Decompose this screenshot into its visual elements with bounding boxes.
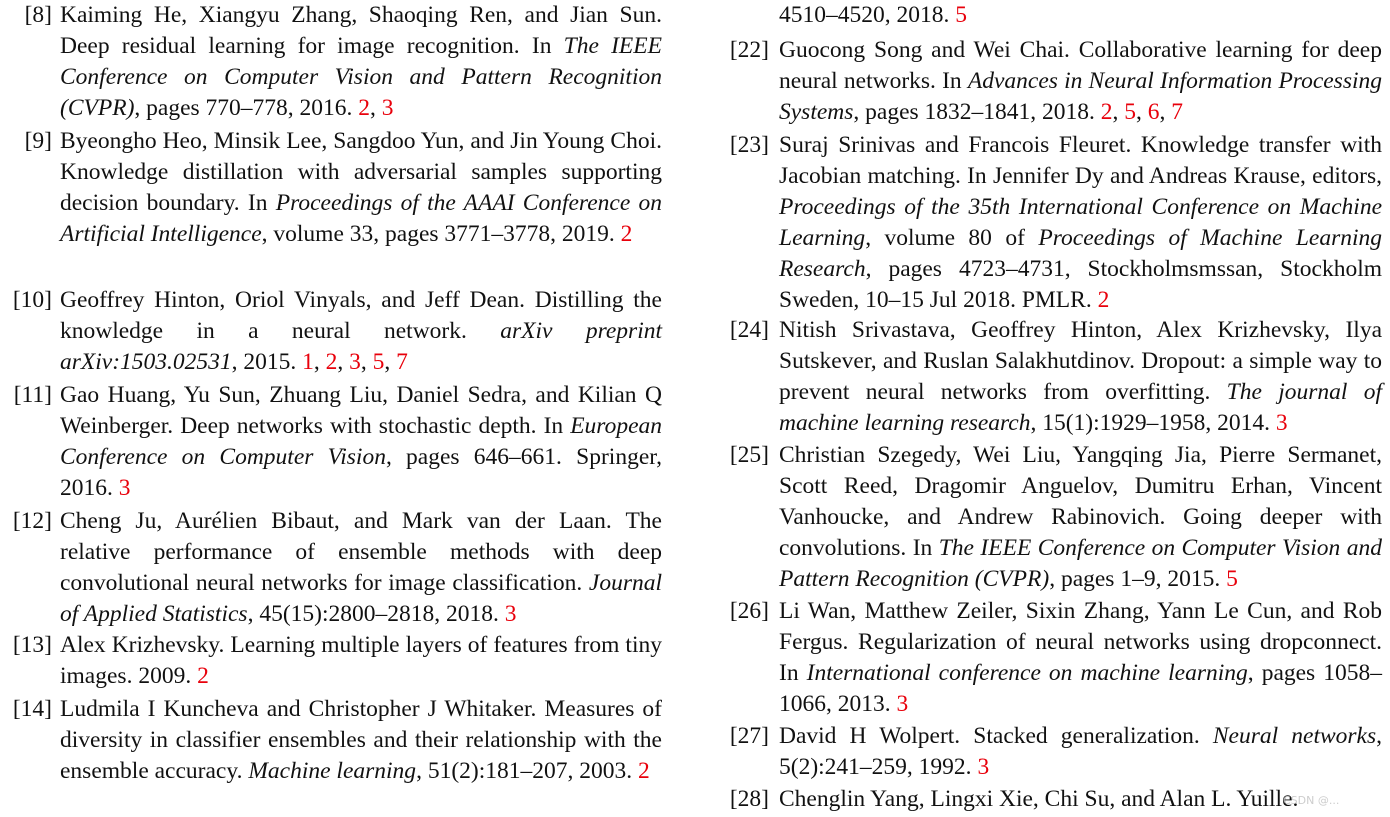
watermark: CSDN @... (1283, 794, 1340, 807)
backref-link[interactable]: 3 (118, 475, 131, 501)
backref-link[interactable]: 2 (197, 663, 209, 689)
backref-link[interactable]: 3 (1275, 410, 1288, 436)
venue-title: Advances in Neural Information Processing Systems (779, 68, 1383, 125)
reference-segment: Cheng Ju, Aurélien Bibaut, and Mark van der Laan. The relative performance of ensemble methods with deep convolutional neural networks for image classification. (60, 508, 662, 596)
reference-entry (0, 630, 662, 692)
reference-segment: Suraj Srinivas and Francois Fleuret. Knowledge transfer with Jacobian matching. In Jennifer Dy and Andreas Krause, editors, (779, 132, 1382, 189)
backref-link[interactable]: 3 (381, 95, 394, 121)
reference-number: [28] (729, 786, 769, 812)
reference-entry (720, 721, 1382, 783)
reference-text (779, 440, 1382, 595)
reference-entry (0, 380, 662, 504)
backref-link[interactable]: 3 (977, 754, 990, 780)
reference-entry (0, 126, 662, 250)
reference-segment: Kaiming He, Xiangyu Zhang, Shaoqing Ren, and Jian Sun. Deep residual learning for image recognition. In (60, 2, 662, 59)
venue-title: European Conference on Computer Vision (60, 413, 662, 470)
reference-segment: , (1112, 99, 1125, 125)
reference-number: [8] (24, 2, 52, 28)
reference-number: [25] (729, 442, 769, 468)
reference-segment: , 5(2):241–259, 1992. (779, 723, 1382, 780)
reference-entry (720, 0, 1382, 31)
reference-segment: Chenglin Yang, Lingxi Xie, Chi Su, and Alan L. Yuille. (779, 786, 1299, 812)
reference-segment: Li Wan, Matthew Zeiler, Sixin Zhang, Yann Le Cun, and Rob Fergus. Regularization of neural networks using dropconnect. In (779, 598, 1382, 686)
reference-segment: Christian Szegedy, Wei Liu, Yangqing Jia, Pierre Sermanet, Scott Reed, Dragomir Anguelov, Dumitru Erhan, Vincent Vanhoucke, and Andrew Rabinovich. Going deeper with convolutions. In (779, 442, 1382, 561)
reference-segment: , (360, 349, 373, 375)
backref-link[interactable]: 5 (372, 349, 385, 375)
backref-link[interactable]: 7 (1171, 99, 1184, 125)
backref-link[interactable]: 7 (396, 349, 408, 375)
backref-link[interactable]: 2 (325, 349, 338, 375)
reference-segment: , 2015. (231, 349, 303, 375)
venue-title: The journal of machine learning research (779, 379, 1382, 436)
reference-entry (720, 440, 1382, 595)
backref-link[interactable]: 2 (1100, 99, 1113, 125)
reference-segment: Nitish Srivastava, Geoffrey Hinton, Alex Krizhevsky, Ilya Sutskever, and Ruslan Salakhutdinov. Dropout: a simple way to prevent neural networks from overfitting. (779, 317, 1382, 405)
venue-title: arXiv preprint arXiv:1503.02531 (60, 318, 662, 375)
reference-text (779, 596, 1382, 720)
reference-number: [11] (13, 382, 52, 408)
venue-title: Neural networks (1212, 723, 1377, 749)
reference-segment: , pages 1832–1841, 2018. (853, 99, 1101, 125)
reference-entry (0, 285, 662, 378)
reference-entry (720, 315, 1382, 439)
reference-segment: 4510–4520, 2018. (779, 2, 956, 28)
reference-text (60, 285, 662, 378)
venue-title: Proceedings of Machine Learning Research (779, 225, 1382, 282)
reference-text (779, 35, 1382, 128)
reference-segment: , volume 80 of (865, 225, 1039, 251)
reference-text (779, 315, 1382, 439)
reference-number: [23] (729, 132, 769, 158)
reference-entry (720, 35, 1382, 128)
backref-link[interactable]: 2 (638, 758, 650, 784)
backref-link[interactable]: 5 (1226, 566, 1238, 592)
reference-segment: , (313, 349, 326, 375)
reference-segment: , 15(1):1929–1958, 2014. (1030, 410, 1276, 436)
venue-title: The IEEE Conference on Computer Vision and Pattern Recognition (CVPR) (60, 33, 662, 121)
backref-link[interactable]: 2 (620, 221, 633, 247)
venue-title: Proceedings of the AAAI Conference on Artificial Intelligence (60, 190, 662, 247)
reference-number: [24] (729, 317, 769, 343)
reference-number: [9] (24, 128, 52, 154)
backref-link[interactable]: 3 (504, 601, 517, 627)
reference-number: [13] (12, 632, 52, 658)
reference-segment: , pages 1058–1066, 2013. (779, 660, 1383, 717)
reference-segment: , (1136, 99, 1148, 125)
reference-segment: , (1159, 99, 1172, 125)
reference-text (60, 0, 662, 124)
reference-segment: , (370, 95, 382, 121)
reference-entry (720, 130, 1382, 316)
backref-link[interactable]: 5 (1124, 99, 1137, 125)
reference-segment: Ludmila I Kuncheva and Christopher J Whitaker. Measures of diversity in classifier ensembles and their relationship with the ensemble accuracy. (60, 696, 662, 784)
reference-text (779, 0, 1382, 31)
reference-number: [27] (729, 723, 769, 749)
reference-segment: Byeongho Heo, Minsik Lee, Sangdoo Yun, and Jin Young Choi. Knowledge distillation with adversarial samples supporting decision boundary. In (60, 128, 662, 216)
backref-link[interactable]: 2 (358, 95, 371, 121)
reference-segment: , 51(2):181–207, 2003. (416, 758, 638, 784)
reference-number: [12] (12, 508, 52, 534)
venue-title: Proceedings of the 35th International Conference on Machine Learning (779, 194, 1382, 251)
backref-link[interactable]: 3 (349, 349, 361, 375)
reference-segment: , pages 770–778, 2016. (134, 95, 359, 121)
reference-text (60, 126, 662, 250)
reference-text (60, 694, 662, 787)
reference-text (60, 380, 662, 504)
reference-segment: , volume 33, pages 3771–3778, 2019. (261, 221, 621, 247)
reference-entry (0, 0, 662, 124)
reference-number: [22] (729, 37, 769, 63)
backref-link[interactable]: 3 (896, 691, 909, 717)
reference-segment: , pages 4723–4731, Stockholmsmssan, Stockholm Sweden, 10–15 Jul 2018. PMLR. (779, 256, 1382, 313)
venue-title: The IEEE Conference on Computer Vision and Pattern Recognition (CVPR) (779, 535, 1382, 592)
reference-number: [14] (12, 696, 52, 722)
reference-segment: Guocong Song and Wei Chai. Collaborative learning for deep neural networks. In (779, 37, 1382, 94)
reference-segment: , pages 646–661. Springer, 2016. (60, 444, 663, 501)
reference-segment: , (384, 349, 397, 375)
reference-text (60, 506, 662, 630)
reference-text (60, 630, 662, 692)
backref-link[interactable]: 5 (955, 2, 967, 28)
reference-segment: , 45(15):2800–2818, 2018. (247, 601, 505, 627)
backref-link[interactable]: 2 (1097, 287, 1110, 313)
reference-segment: Gao Huang, Yu Sun, Zhuang Liu, Daniel Sedra, and Kilian Q Weinberger. Deep networks with stochastic depth. In (60, 382, 662, 439)
reference-segment: , (337, 349, 350, 375)
reference-segment: Geoffrey Hinton, Oriol Vinyals, and Jeff Dean. Distilling the knowledge in a neural network. (60, 287, 662, 344)
reference-number: [26] (729, 598, 769, 624)
venue-title: Journal of Applied Statistics (60, 570, 662, 627)
reference-entry (720, 596, 1382, 720)
reference-segment: , pages 1–9, 2015. (1049, 566, 1227, 592)
reference-segment: David H Wolpert. Stacked generalization. (779, 723, 1213, 749)
venue-title: International conference on machine learning (806, 660, 1248, 686)
reference-entry (0, 506, 662, 630)
reference-segment: Alex Krizhevsky. Learning multiple layers of features from tiny images. 2009. (60, 632, 662, 689)
venue-title: Machine learning (248, 758, 417, 784)
reference-entry (0, 694, 662, 787)
reference-text (779, 721, 1382, 783)
reference-text (779, 130, 1382, 316)
backref-link[interactable]: 1 (302, 349, 314, 375)
backref-link[interactable]: 6 (1147, 99, 1160, 125)
reference-number: [10] (12, 287, 52, 313)
